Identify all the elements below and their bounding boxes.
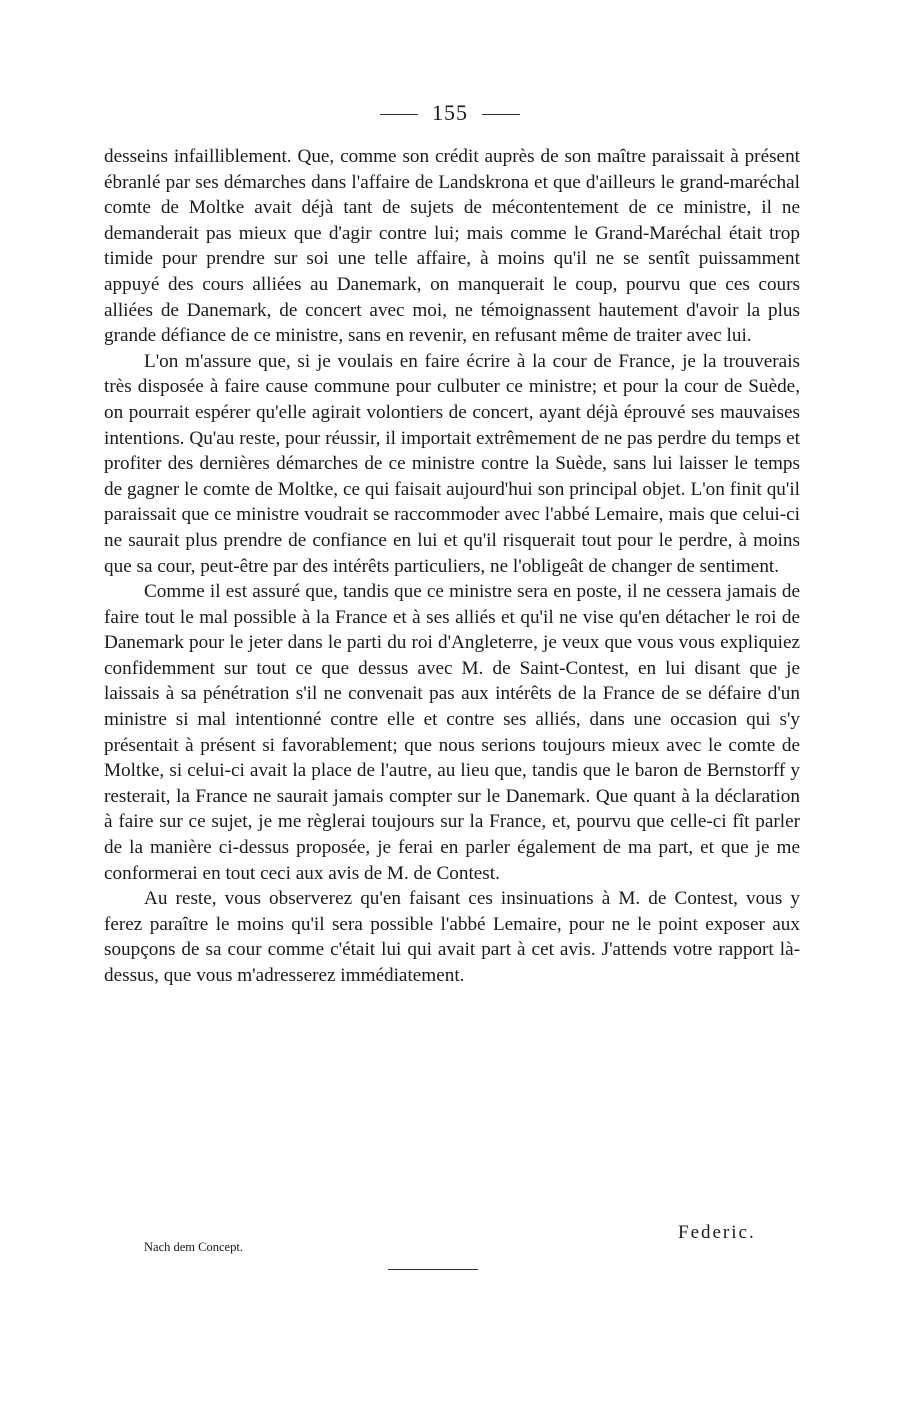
header-rule-left: [380, 114, 418, 115]
paragraph-4: Au reste, vous observerez qu'en faisant ces insinuations à M. de Contest, vous y ferez paraître le moins qu'il sera possible l'abbé Lemaire, pour ne le point exposer aux soupçons de sa cour comme c'était lui qui avait part à cet avis. J'attends votre rapport là-dessus, que vous m'adresserez immédiatement.: [104, 888, 800, 986]
header-rule-right: [482, 114, 520, 115]
source-note: Nach dem Concept.: [144, 1240, 243, 1254]
paragraph-1: desseins infailliblement. Que, comme son crédit auprès de son maître paraissait à présent ébranlé par ses démarches dans l'affaire de Landskrona et que d'ailleurs le grand-maréchal comte de Moltke avait déjà tant de sujets de mécontentement de ce ministre, il ne demanderait pas mieux que d'agir contre lui; mais comme le Grand-Maréchal était trop timide pour prendre sur soi une telle affaire, à moins qu'il ne se sentît puissamment appuyé des cours alliées au Danemark, on manquerait le coup, pourvu que ces cours alliées de Danemark, de concert avec moi, ne témoignassent hautement d'avoir la plus grande défiance de ce ministre, sans en revenir, en refusant même de traiter avec lui.: [104, 146, 800, 347]
letter-body: [104, 144, 800, 989]
page-number: 155: [432, 100, 468, 125]
paragraph-2: L'on m'assure que, si je voulais en faire écrire à la cour de France, je la trouverais très disposée à faire cause commune pour culbuter ce ministre; et pour la cour de Suède, on pourrait espérer qu'elle agirait volontiers de concert, ayant déjà éprouvé ses mauvaises intentions. Qu'au reste, pour réussir, il importait extrêmement de ne pas perdre du temps et profiter des dernières démarches de ce ministre contre la Suède, sans lui laisser le temps de gagner le comte de Moltke, ce qui faisait aujourd'hui son principal objet. L'on finit qu'il paraissait que ce ministre voudrait se raccommoder avec l'abbé Lemaire, mais que celui-ci ne saurait plus prendre de confiance en lui et qu'il risquerait tout pour le perdre, à moins que sa cour, peut-être par des intérêts particuliers, ne l'obligeât de changer de sentiment.: [104, 350, 800, 577]
page-header: [0, 100, 900, 126]
paragraph-3: Comme il est assuré que, tandis que ce ministre sera en poste, il ne cessera jamais de faire tout le mal possible à la France et à ses alliés et qu'il ne vise qu'en détacher le roi de Danemark pour le jeter dans le parti du roi d'Angleterre, je veux que vous vous expliquiez confidemment sur tout ce que dessus avec M. de Saint-Contest, en lui disant que je laissais à sa pénétration s'il ne convenait pas aux intérêts de la France de se défaire d'un ministre si mal intentionné contre elle et contre ses alliés, dans une occasion qui s'y présentait à présent si favorablement; que nous serions toujours mieux avec le comte de Moltke, si celui-ci avait la place de l'autre, au lieu que, tandis que le baron de Bernstorff y resterait, la France ne saurait jamais compter sur le Danemark. Que quant à la déclaration à faire sur ce sujet, je me règlerai toujours sur la France, et, pourvu que celle-ci fît parler de la manière ci-dessus proposée, je ferai en parler également de ma part, et que je me conformerai en tout ceci aux avis de M. de Contest.: [104, 581, 800, 884]
signature: Federic.: [678, 1222, 756, 1243]
end-rule: [388, 1269, 478, 1270]
